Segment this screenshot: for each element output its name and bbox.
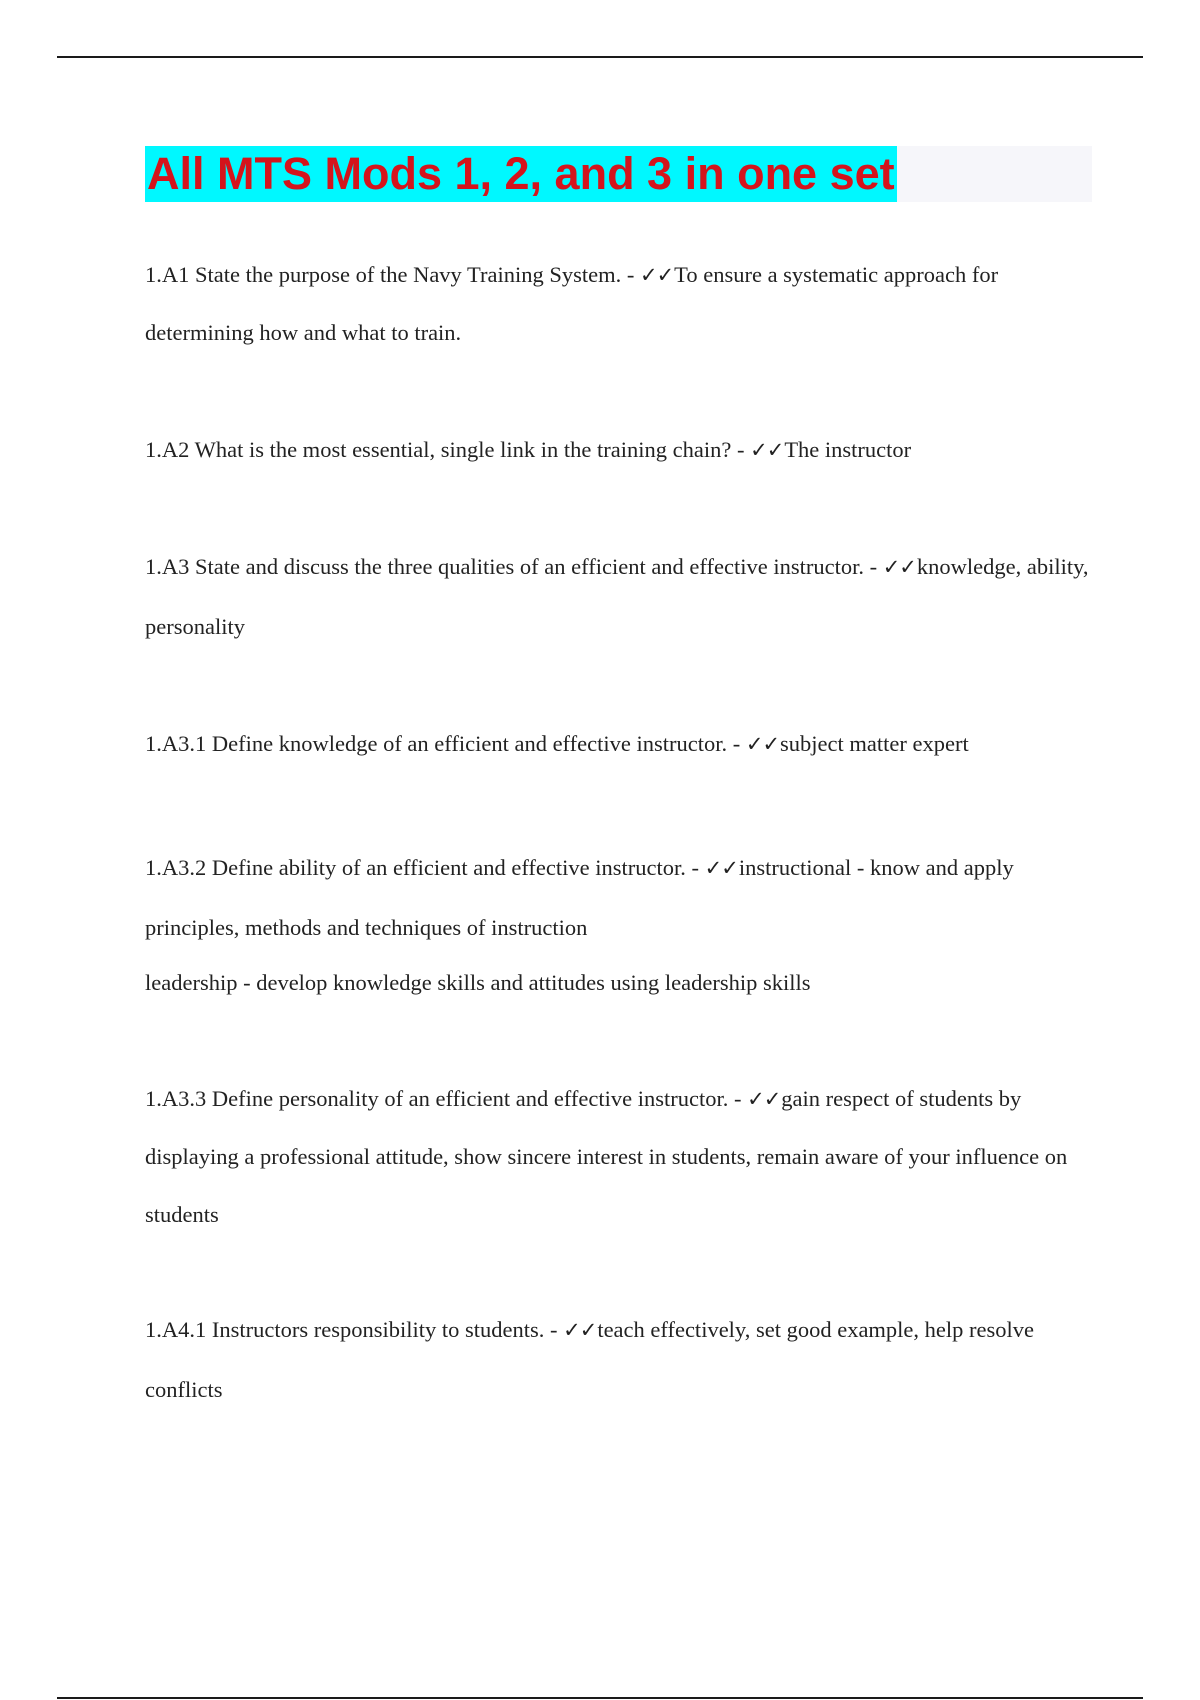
double-check-icon: ✓✓ <box>750 438 784 462</box>
qa-item-5 <box>145 838 1095 1008</box>
separator: - <box>728 1086 748 1111</box>
top-rule <box>57 56 1143 58</box>
separator: - <box>544 1317 564 1342</box>
double-check-icon: ✓✓ <box>639 263 674 287</box>
double-check-icon: ✓✓ <box>747 1087 781 1111</box>
qa-item-2 <box>145 421 1095 479</box>
question-text: 1.A2 What is the most essential, single link in the training chain? <box>145 437 732 462</box>
question-text: 1.A4.1 Instructors responsibility to students. <box>145 1317 545 1342</box>
answer-text: The instructor <box>784 437 912 462</box>
answer-text: gain respect of students by displaying a professional attitude, show sincere interest in students, remain aware of your influence on students <box>145 1086 1068 1227</box>
separator: - <box>863 554 883 579</box>
separator: - <box>621 262 640 287</box>
qa-item-4 <box>145 715 1095 773</box>
question-text: 1.A3.2 Define ability of an efficient and effective instructor. <box>145 855 686 880</box>
double-check-icon: ✓✓ <box>745 732 780 756</box>
answer-text: To ensure a systematic approach for determining how and what to train. <box>145 262 999 345</box>
question-text: 1.A3 State and discuss the three qualities of an efficient and effective instructor. <box>145 554 864 579</box>
document-title: All MTS Mods 1, 2, and 3 in one set <box>145 146 897 202</box>
question-text: 1.A3.3 Define personality of an efficient and effective instructor. <box>145 1086 729 1111</box>
bottom-rule <box>57 1697 1143 1699</box>
question-text: 1.A3.1 Define knowledge of an efficient and effective instructor. <box>145 731 728 756</box>
qa-item-1 <box>145 246 1095 362</box>
answer-text: knowledge, ability, personality <box>145 554 1089 639</box>
separator: - <box>727 731 746 756</box>
answer-text-line2: leadership - develop knowledge skills and attitudes using leadership skills <box>145 970 811 995</box>
double-check-icon: ✓✓ <box>704 856 738 880</box>
qa-item-3 <box>145 537 1095 657</box>
question-text: 1.A1 State the purpose of the Navy Training System. <box>145 262 622 287</box>
separator: - <box>731 437 751 462</box>
answer-text: teach effectively, set good example, help resolve conflicts <box>145 1317 1035 1402</box>
qa-item-7 <box>145 1300 1095 1420</box>
double-check-icon: ✓✓ <box>882 555 916 579</box>
answer-text: subject matter expert <box>780 731 969 756</box>
double-check-icon: ✓✓ <box>563 1318 597 1342</box>
qa-item-6 <box>145 1070 1095 1244</box>
answer-text: instructional - know and apply principles, methods and techniques of instruction <box>145 855 1014 940</box>
separator: - <box>685 855 705 880</box>
